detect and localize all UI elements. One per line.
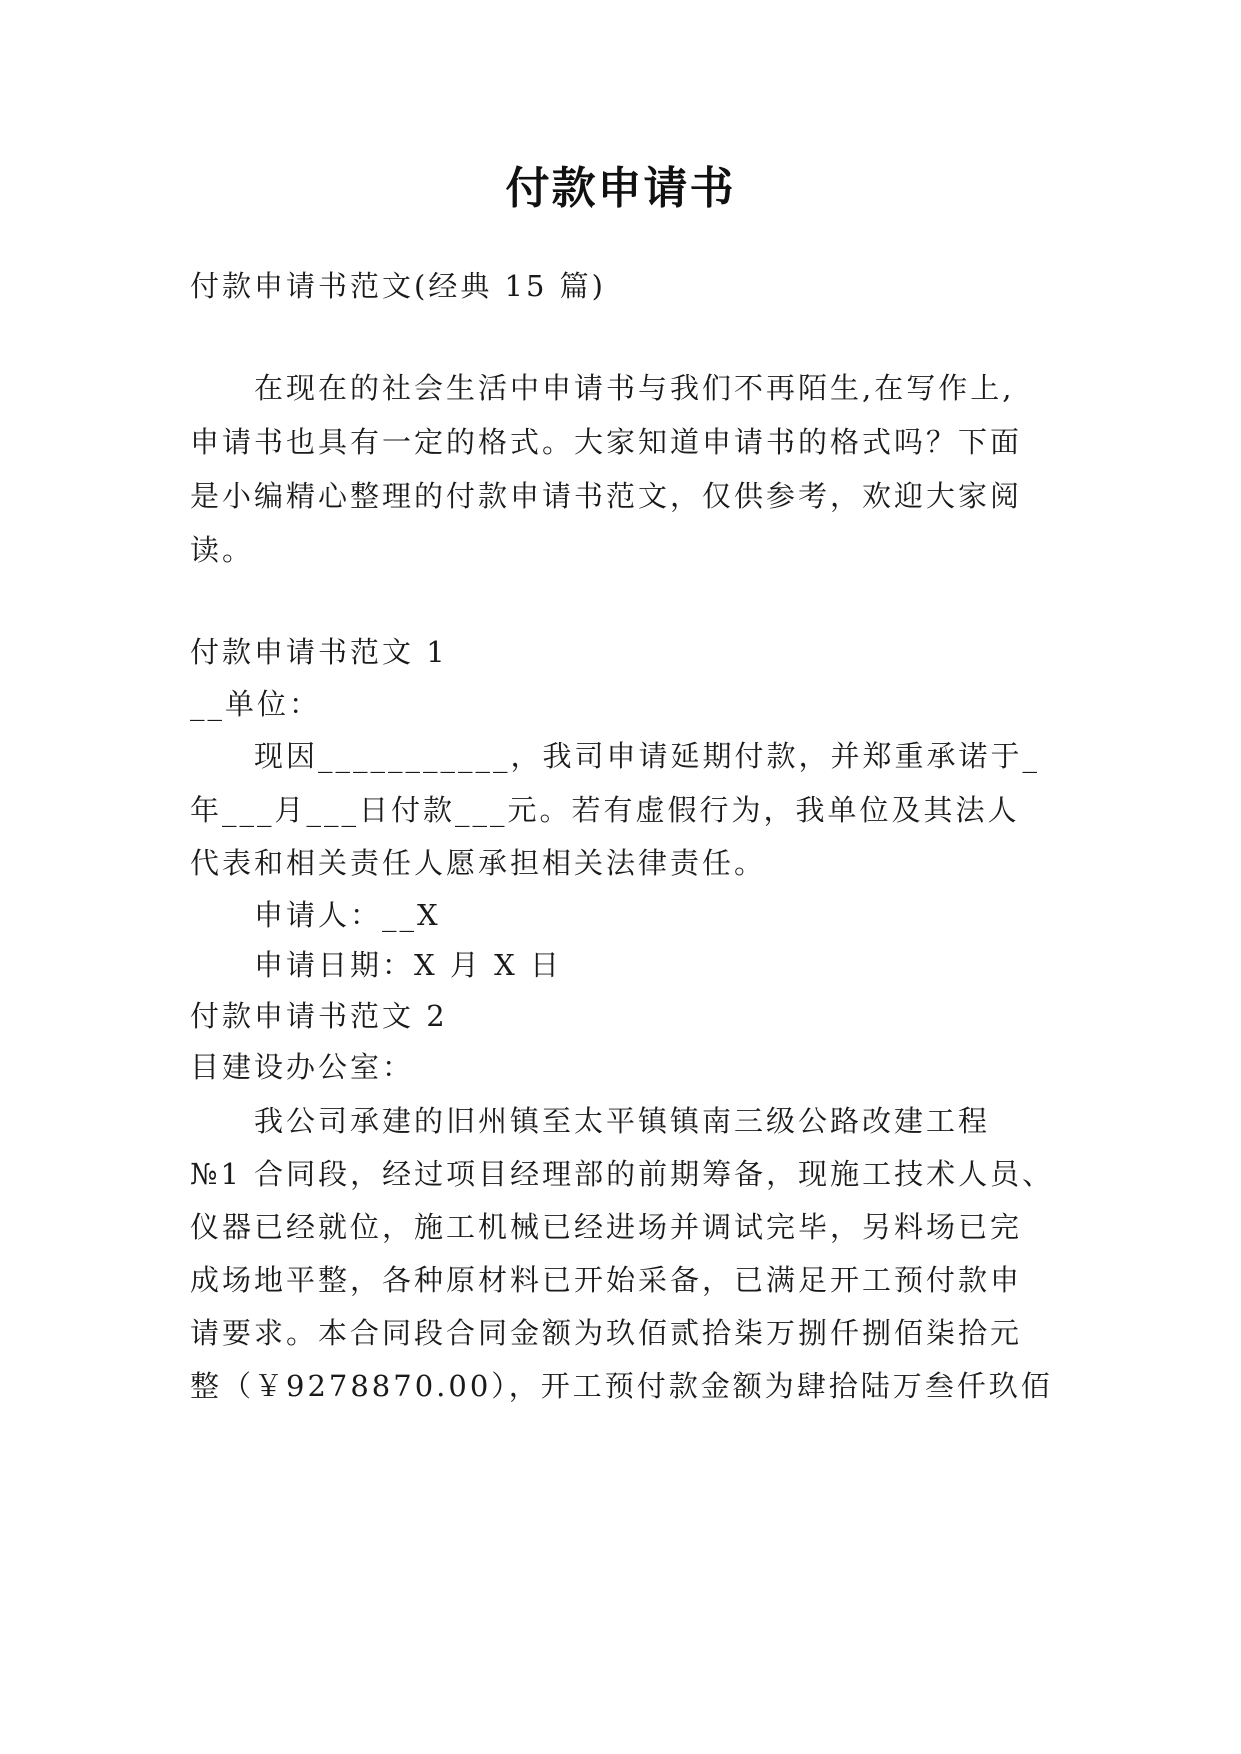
intro-line: 在现在的社会生活中申请书与我们不再陌生,在写作上, <box>254 371 1015 405</box>
intro-line: 是小编精心整理的付款申请书范文，仅供参考，欢迎大家阅 <box>190 479 1023 513</box>
sample1-date: 申请日期：X 月 X 日 <box>254 948 562 982</box>
sample2-body-line: 我公司承建的旧州镇至太平镇镇南三级公路改建工程 <box>254 1104 991 1138</box>
intro-line: 申请书也具有一定的格式。大家知道申请书的格式吗？下面 <box>190 425 1023 459</box>
sample2-body-line: 请要求。本合同段合同金额为玖佰贰拾柒万捌仟捌佰柒拾元 <box>190 1316 1023 1350</box>
document-subtitle: 付款申请书范文(经典 15 篇) <box>190 269 606 303</box>
sample2-body-line: 成场地平整，各种原材料已开始采备，已满足开工预付款申 <box>190 1263 1023 1297</box>
sample1-applicant: 申请人：__X <box>254 898 441 932</box>
sample2-body-line: 仪器已经就位，施工机械已经进场并调试完毕，另料场已完 <box>190 1210 1023 1244</box>
sample2-body-line: №1 合同段，经过项目经理部的前期筹备，现施工技术人员、 <box>190 1157 1055 1191</box>
sample2-heading: 付款申请书范文 2 <box>190 999 448 1033</box>
sample1-body-line: 现因___________，我司申请延期付款，并郑重承诺于_ <box>254 739 1041 773</box>
intro-line: 读。 <box>190 533 255 567</box>
sample1-body-line: 年___月___日付款___元。若有虚假行为，我单位及其法人 <box>190 793 1020 827</box>
sample1-salutation: __单位： <box>190 687 322 721</box>
sample1-heading: 付款申请书范文 1 <box>190 635 448 669</box>
sample1-body-line: 代表和相关责任人愿承担相关法律责任。 <box>190 846 767 880</box>
sample2-salutation: 目建设办公室： <box>190 1050 415 1084</box>
sample2-body-line: 整（￥9278870.00），开工预付款金额为肆拾陆万叁仟玖佰 <box>190 1369 1053 1403</box>
document-title: 付款申请书 <box>505 163 736 214</box>
